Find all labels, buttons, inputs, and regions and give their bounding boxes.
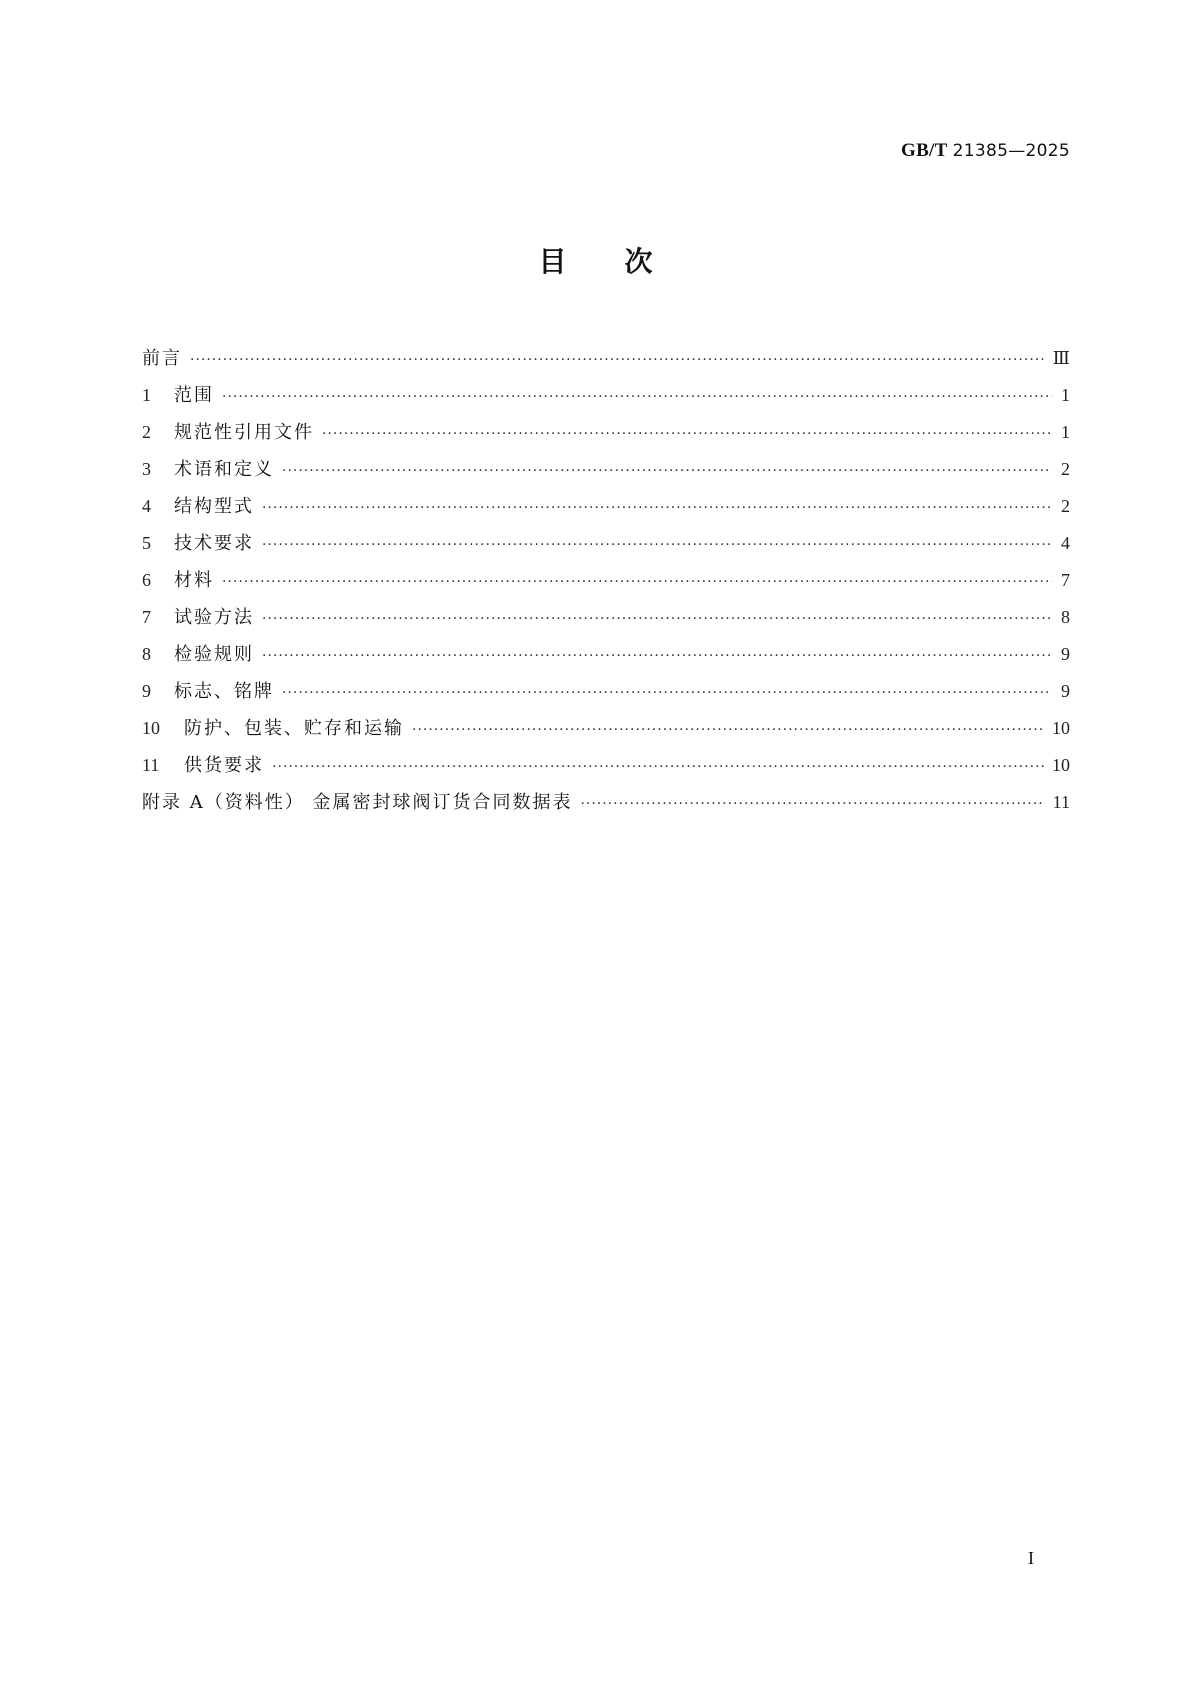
toc-item-label: 技术要求 — [174, 533, 254, 554]
standard-code — [901, 140, 1070, 162]
toc-item-label: 术语和定义 — [174, 459, 274, 480]
toc-item-page: 8 — [1061, 607, 1070, 627]
toc-item-structure-type[interactable] — [142, 488, 1070, 525]
toc-item-marking-nameplate[interactable] — [142, 673, 1070, 710]
toc-item-scope[interactable] — [142, 377, 1070, 414]
toc-item-appendix-a[interactable] — [142, 784, 1070, 821]
toc-leader-dots — [262, 527, 1052, 564]
toc-item-label: 前言 — [142, 348, 182, 369]
toc-leader-dots — [412, 712, 1044, 749]
toc-leader-dots — [282, 675, 1052, 712]
toc-item-number: 7 — [142, 607, 151, 627]
toc-leader-dots — [262, 601, 1052, 638]
toc-item-page: 4 — [1061, 533, 1070, 553]
toc-item-number: 10 — [142, 718, 160, 738]
toc-item-protection-packaging[interactable] — [142, 710, 1070, 747]
toc-item-supply-requirements[interactable] — [142, 747, 1070, 784]
toc-leader-dots — [222, 379, 1052, 416]
toc-item-page: 7 — [1061, 570, 1070, 590]
toc-item-number: 3 — [142, 459, 151, 479]
toc-leader-dots — [322, 416, 1052, 453]
toc-item-label: 材料 — [174, 570, 214, 591]
toc-item-label: 范围 — [174, 385, 214, 406]
toc-item-label: 检验规则 — [174, 644, 254, 665]
toc-item-page: 9 — [1061, 644, 1070, 664]
toc-item-page: 10 — [1052, 718, 1070, 738]
standard-number: 21385—2025 — [952, 141, 1070, 161]
toc-item-page: 1 — [1061, 422, 1070, 442]
toc-leader-dots — [262, 490, 1052, 527]
toc-item-label: 防护、包装、贮存和运输 — [184, 718, 404, 739]
toc-item-materials[interactable] — [142, 562, 1070, 599]
toc-item-number: 8 — [142, 644, 151, 664]
toc-item-page: Ⅲ — [1052, 348, 1070, 368]
toc-item-preface[interactable] — [142, 340, 1070, 377]
toc-item-number: 1 — [142, 385, 151, 405]
toc-item-label: 试验方法 — [174, 607, 254, 628]
toc-leader-dots — [222, 564, 1052, 601]
toc-leader-dots — [580, 786, 1044, 823]
toc-leader-dots — [282, 453, 1052, 490]
toc-item-label: 规范性引用文件 — [174, 422, 314, 443]
toc-item-page: 11 — [1052, 792, 1070, 812]
toc-item-label: 附录 A（资料性） 金属密封球阀订货合同数据表 — [142, 792, 573, 813]
toc-item-number: 4 — [142, 496, 151, 516]
toc-item-label: 标志、铭牌 — [174, 681, 274, 702]
toc-item-number: 5 — [142, 533, 151, 553]
toc-item-page: 9 — [1061, 681, 1070, 701]
toc-item-number: 9 — [142, 681, 151, 701]
toc-item-technical-requirements[interactable] — [142, 525, 1070, 562]
toc-item-number: 2 — [142, 422, 151, 442]
toc-item-terms-definitions[interactable] — [142, 451, 1070, 488]
toc-leader-dots — [190, 342, 1045, 379]
toc-item-number: 11 — [142, 755, 160, 775]
toc-item-inspection-rules[interactable] — [142, 636, 1070, 673]
toc-item-normative-references[interactable] — [142, 414, 1070, 451]
toc-item-label: 结构型式 — [174, 496, 254, 517]
toc-item-page: 1 — [1061, 385, 1070, 405]
toc-item-page: 2 — [1061, 459, 1070, 479]
table-of-contents — [142, 340, 1070, 821]
toc-leader-dots — [272, 749, 1044, 786]
page-number: I — [1028, 1548, 1034, 1568]
toc-title: 目次 — [538, 245, 711, 278]
toc-item-number: 6 — [142, 570, 151, 590]
toc-item-label: 供货要求 — [184, 755, 264, 776]
toc-item-test-methods[interactable] — [142, 599, 1070, 636]
toc-leader-dots — [262, 638, 1052, 675]
toc-item-page: 10 — [1052, 755, 1070, 775]
toc-item-page: 2 — [1061, 496, 1070, 516]
standard-prefix: GB/T — [900, 140, 948, 161]
